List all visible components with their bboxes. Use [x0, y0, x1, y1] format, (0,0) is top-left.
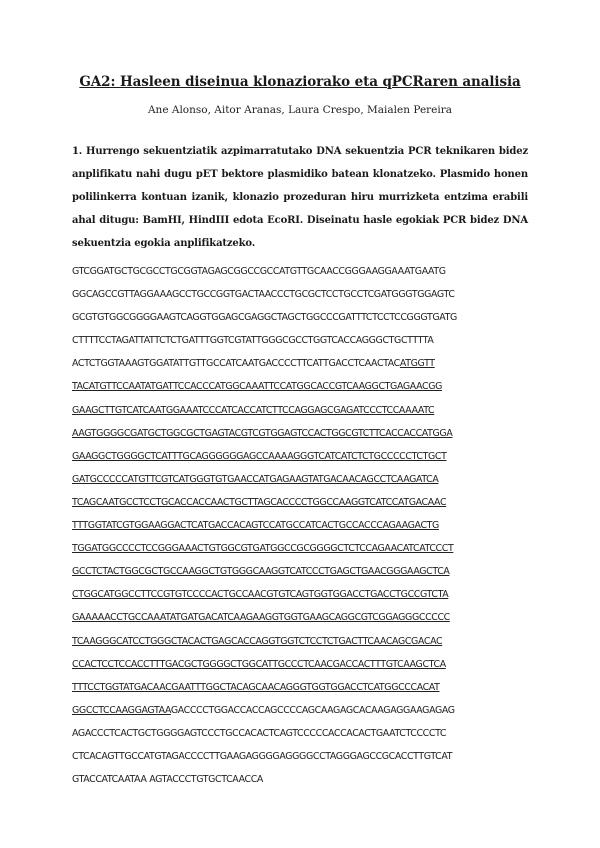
sequence-line: [72, 745, 542, 768]
underlined-sequence: GCCTCTACTGGCGCTGCCAAGGCTGTGGGCAAGGTCATCCCTGAGCTGAACGGGAAGCTCA: [72, 566, 450, 578]
question-1: 1. Hurrengo sekuentziatik azpimarratutako DNA sekuentzia PCR teknikaren bidez anplifikatu nahi dugu pET bektore plasmidiko batean klonatzeko. Plasmido honen polilinkerra kontuan izanik, klonazio prozeduran hiru murrizketa entzima erabili ahal ditugu: BamHI, HindIII edota EcoRI. Diseinatu hasle egokiak PCR bidez DNA sekuentzia egokia anplifikatzeko.: [72, 146, 528, 249]
sequence-line: [72, 306, 542, 329]
sequence-line: [72, 375, 542, 398]
sequence-line: [72, 422, 542, 445]
sequence-line: [72, 445, 542, 468]
underlined-sequence: GATGCCCCCATGTTCGTCATGGGTGTGAACCATGAGAAGTATGACAACAGCCTCAAGATCA: [72, 473, 439, 485]
sequence-line: [72, 514, 542, 537]
sequence-line: [72, 768, 542, 791]
sequence-text: GTACCATCAATAA AGTACCCTGTGCTCAACCA: [72, 774, 263, 786]
underlined-sequence: TACATGTTCCAATATGATTCCACCCATGGCAAATTCCATGGCACCGTCAAGGCTGAGAACGG: [72, 381, 443, 393]
sequence-line: [72, 560, 542, 583]
sequence-line: [72, 630, 542, 653]
sequence-line: [72, 260, 542, 283]
sequence-text: GACCCCTGGACCACCAGCCCCAGCAAGAGCACAAGAGGAAGAGAG: [170, 704, 455, 716]
underlined-sequence: AAGTGGGGCGATGCTGGCGCTGAGTACGTCGTGGAGTCCACTGGCGTCTTCACCACCATGGA: [72, 427, 453, 439]
underlined-sequence: TCAGCAATGCCTCCTGCACCACCAACTGCTTAGCACCCCTGGCCAAGGTCATCCATGACAAC: [72, 496, 447, 508]
underlined-sequence: TCAAGGGCATCCTGGGCTACACTGAGCACCAGGTGGTCTCCTCTGACTTCAACAGCGACAC: [72, 635, 443, 647]
sequence-text: CTTTTCCTAGATTATTCTCTGATTTGGTCGTATTGGGCGCCTGGTCACCAGGGCTGCTTTTA: [72, 335, 434, 347]
sequence-text: GCGTGTGGCGGGGAAGTCAGGTGGAGCGAGGCTAGCTGGCCCGATTTCTCCTCCGGGTGATG: [72, 312, 457, 324]
underlined-sequence: TTTCCTGGTATGACAACGAATTTGGCTACAGCAACAGGGTGGTGGACCTCATGGCCCACAT: [72, 681, 440, 693]
sequence-text: GGCAGCCGTTAGGAAAGCCTGCCGGTGACTAACCCTGCGCTCCTGCCTCGATGGGTGGAGTC: [72, 289, 455, 301]
underlined-sequence: TGGATGGCCCCTCCGGGAAACTGTGGCGTGATGGCCGCGGGGCTCTCCAGAACATCATCCCT: [72, 543, 454, 555]
sequence-line: [72, 329, 542, 352]
sequence-line: [72, 676, 542, 699]
underlined-sequence: ATGGTT: [399, 358, 435, 370]
sequence-line: [72, 399, 542, 422]
sequence-line: [72, 537, 542, 560]
underlined-sequence: CCACTCCTCCACCTTTGACGCTGGGGCTGGCATTGCCCTCAACGACCACTTTGTCAAGCTCA: [72, 658, 446, 670]
underlined-sequence: GGCCTCCAAGGAGTAA: [72, 704, 171, 716]
document-title: GA2: Hasleen diseinua klonaziorako eta qPCRaren analisia: [79, 74, 521, 90]
sequence-line: [72, 283, 542, 306]
sequence-text: CTCACAGTTGCCATGTAGACCCCTTGAAGAGGGGAGGGGCCTAGGGAGCCGCACCTTGTCAT: [72, 750, 453, 762]
underlined-sequence: CTGGCATGGCCTTCCGTGTCCCCACTGCCAACGTGTCAGTGGTGGACCTGACCTGCCGTCTA: [72, 589, 449, 601]
sequence-line: [72, 722, 542, 745]
underlined-sequence: GAAGCTTGTCATCAATGGAAATCCCATCACCATCTTCCAGGAGCGAGATCCCTCCAAAATC: [72, 404, 435, 416]
sequence-line: [72, 468, 542, 491]
underlined-sequence: GAAGGCTGGGGCTCATTTGCAGGGGGGAGCCAAAAGGGTCATCATCTCTGCCCCCTCTGCT: [72, 450, 447, 462]
sequence-text: ACTCTGGTAAAGTGGATATTGTTGCCATCAATGACCCCTTCATTGACCTCAACTAC: [72, 358, 400, 370]
sequence-line: [72, 352, 542, 375]
underlined-sequence: GAAAAACCTGCCAAATATGATGACATCAAGAAGGTGGTGAAGCAGGCGTCGGAGGGCCCCC: [72, 612, 450, 624]
sequence-line: [72, 653, 542, 676]
sequence-line: [72, 606, 542, 629]
sequence-text: GTCGGATGCTGCGCCTGCGGTAGAGCGGCCGCCATGTTGCAACCGGGAAGGAAATGAATG: [72, 266, 446, 277]
sequence-line: [72, 699, 542, 722]
sequence-line: [72, 491, 542, 514]
authors-line: Ane Alonso, Aitor Aranas, Laura Crespo, Maialen Pereira: [147, 104, 453, 116]
sequence-line: [72, 583, 542, 606]
underlined-sequence: TTTGGTATCGTGGAAGGACTCATGACCACAGTCCATGCCATCACTGCCACCCAGAAGACTG: [72, 520, 439, 532]
dna-sequence: [72, 260, 542, 791]
sequence-text: AGACCCTCACTGCTGGGGAGTCCCTGCCACACTCAGTCCCCCACCACACTGAATCTCCCCTC: [72, 727, 447, 739]
